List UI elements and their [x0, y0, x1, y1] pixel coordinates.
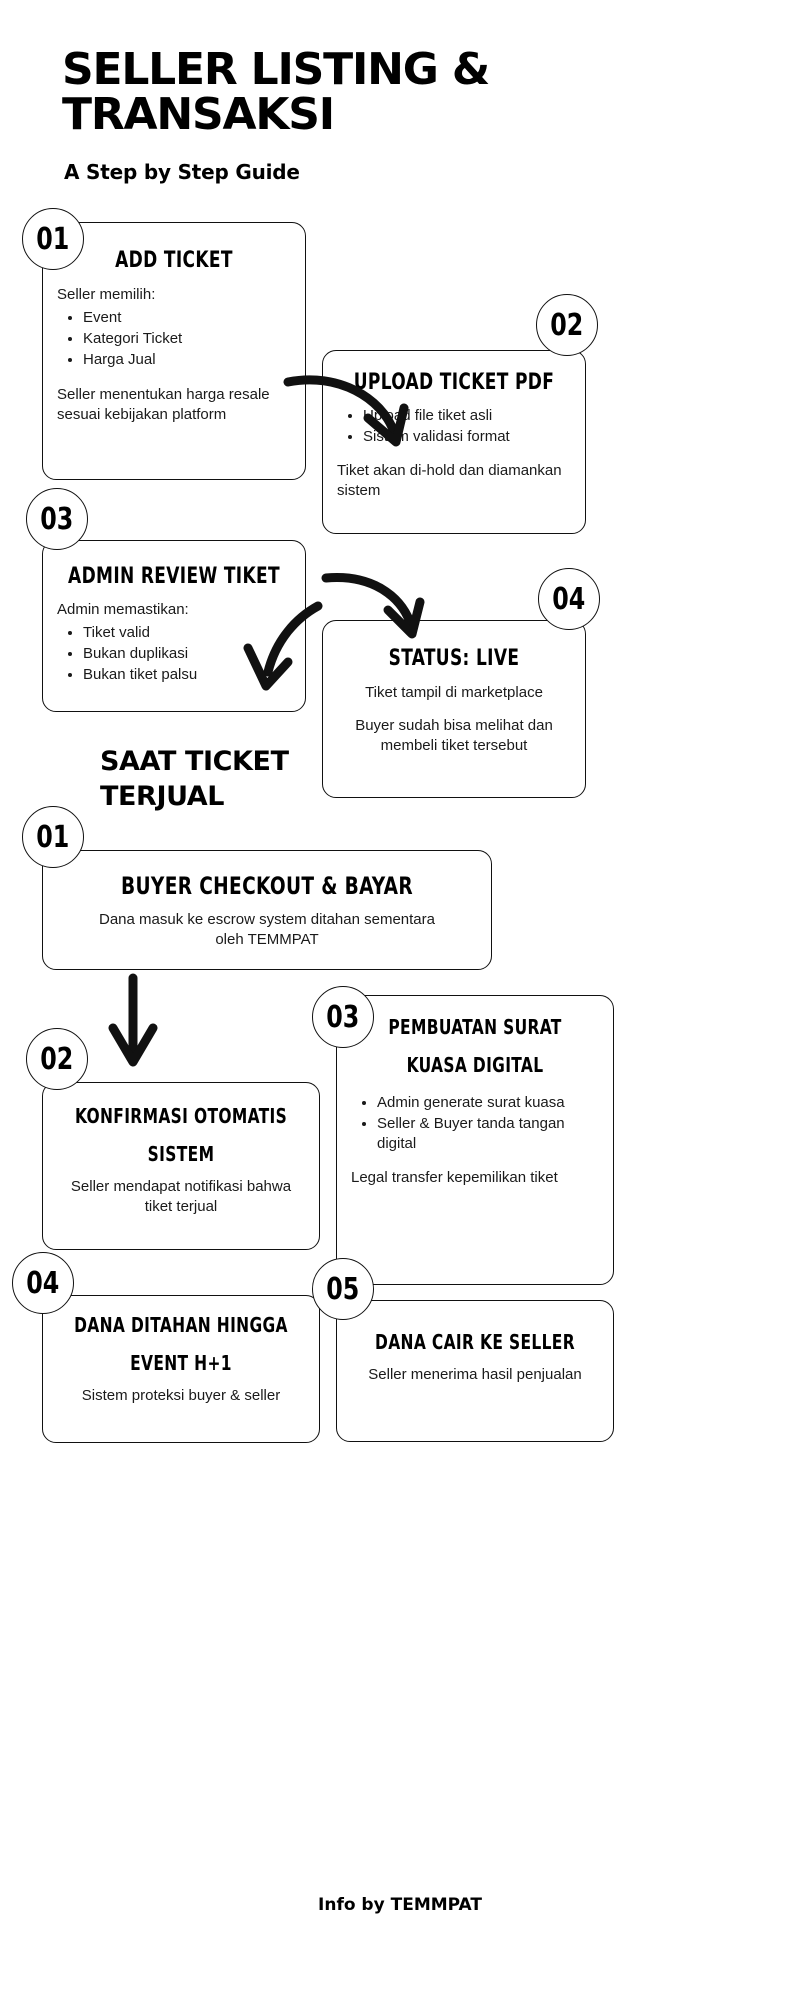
title-line-2: TRANSAKSI	[62, 88, 334, 140]
badge-number: 04	[552, 581, 586, 617]
step-card-status-live	[322, 620, 586, 798]
badge-number: 01	[36, 221, 70, 257]
badge-number: 03	[40, 501, 74, 537]
step-card-admin-review	[42, 540, 306, 712]
step-badge-surat-kuasa-03	[312, 986, 374, 1048]
step-title: BUYER CHECKOUT & BAYAR	[121, 872, 413, 900]
step-body	[43, 1376, 319, 1406]
step-title-line-2: KUASA DIGITAL	[406, 1053, 544, 1077]
step-title-line-2: SISTEM	[147, 1142, 215, 1166]
step-intro: Tiket tampil di marketplace	[365, 684, 543, 702]
page-title	[62, 44, 602, 140]
step-bullets	[351, 1093, 595, 1154]
step-note: Buyer sudah bisa melihat dan membeli tiket tersebut	[355, 717, 553, 755]
step-intro: Seller menerima hasil penjualan	[368, 1366, 582, 1383]
badge-number: 04	[26, 1265, 60, 1301]
step-body	[337, 1355, 613, 1385]
step-title: ADMIN REVIEW TIKET	[68, 564, 280, 589]
badge-number: 05	[326, 1271, 360, 1307]
badge-number: 03	[326, 999, 360, 1035]
step-badge-checkout-01	[22, 806, 84, 868]
footer-credit: Info by TEMMPAT	[318, 1895, 482, 1915]
step-body	[323, 673, 585, 756]
step-bullets	[337, 406, 569, 447]
step-title	[356, 1014, 593, 1078]
step-title-line-1: DANA DITAHAN HINGGA	[74, 1313, 288, 1337]
step-badge-konfirmasi-02	[26, 1028, 88, 1090]
step-title: UPLOAD TICKET PDF	[353, 370, 555, 395]
step-badge-dana-cair-05	[312, 1258, 374, 1320]
step-card-dana-ditahan	[42, 1295, 320, 1443]
step-bullets	[57, 308, 289, 370]
step-body	[43, 591, 305, 685]
step-card-upload-ticket-pdf	[322, 350, 586, 534]
step-body	[337, 1078, 613, 1188]
list-item: • Harga Jual	[83, 350, 289, 370]
step-title: ADD TICKET	[115, 248, 233, 273]
step-title	[62, 1312, 299, 1376]
step-title-line-2: EVENT H+1	[130, 1351, 232, 1375]
list-item: • Bukan duplikasi	[83, 644, 289, 664]
step-body	[323, 397, 585, 501]
step-card-buyer-checkout	[42, 850, 492, 970]
section-heading-line-1: SAAT TICKET	[100, 746, 289, 777]
list-item: • Sistem validasi format	[363, 427, 569, 447]
step-body	[43, 275, 305, 425]
title-line-1: SELLER LISTING &	[62, 44, 489, 95]
step-badge-dana-ditahan-04	[12, 1252, 74, 1314]
step-bullets	[57, 623, 289, 685]
step-badge-01	[22, 208, 84, 270]
step-card-dana-cair	[336, 1300, 614, 1442]
step-badge-02	[536, 294, 598, 356]
list-item: • Bukan tiket palsu	[83, 665, 289, 685]
step-card-add-ticket	[42, 222, 306, 480]
step-title: DANA CAIR KE SELLER	[375, 1330, 575, 1354]
badge-number: 02	[40, 1041, 74, 1077]
step-note: Tiket akan di-hold dan diamankan sistem	[337, 462, 562, 500]
step-note: Seller menentukan harga resale sesuai kebijakan platform	[57, 385, 270, 423]
arrow-checkout-to-konfirmasi	[113, 978, 153, 1062]
step-intro: Dana masuk ke escrow system ditahan sementara oleh TEMMPAT	[99, 911, 435, 949]
list-item: • Tiket valid	[83, 623, 289, 643]
badge-number: 01	[36, 819, 70, 855]
step-title	[62, 1103, 299, 1167]
list-item: • Event	[83, 308, 289, 328]
step-intro: Admin memastikan:	[57, 601, 189, 619]
step-intro: Seller mendapat notifikasi bahwa tiket terjual	[70, 1178, 292, 1216]
step-body	[43, 902, 491, 950]
step-intro: Seller memilih:	[57, 286, 156, 304]
page-subtitle: A Step by Step Guide	[64, 160, 300, 184]
step-note: Legal transfer kepemilikan tiket	[351, 1169, 558, 1187]
step-badge-04	[538, 568, 600, 630]
list-item: • Admin generate surat kuasa	[377, 1093, 595, 1113]
section-heading-line-2: TERJUAL	[100, 780, 225, 812]
step-title-line-1: KONFIRMASI OTOMATIS	[74, 1104, 288, 1128]
step-intro: Sistem proteksi buyer & seller	[81, 1387, 281, 1404]
list-item: • Upload file tiket asli	[363, 406, 569, 426]
list-item: • Seller & Buyer tanda tangan digital	[377, 1114, 595, 1154]
step-title-line-1: PEMBUATAN SURAT	[388, 1015, 562, 1039]
step-body	[43, 1167, 319, 1217]
step-card-konfirmasi-otomatis	[42, 1082, 320, 1250]
step-card-surat-kuasa	[336, 995, 614, 1285]
step-title: STATUS: LIVE	[388, 646, 520, 671]
badge-number: 02	[550, 307, 584, 343]
step-badge-03	[26, 488, 88, 550]
list-item: • Kategori Ticket	[83, 329, 289, 349]
